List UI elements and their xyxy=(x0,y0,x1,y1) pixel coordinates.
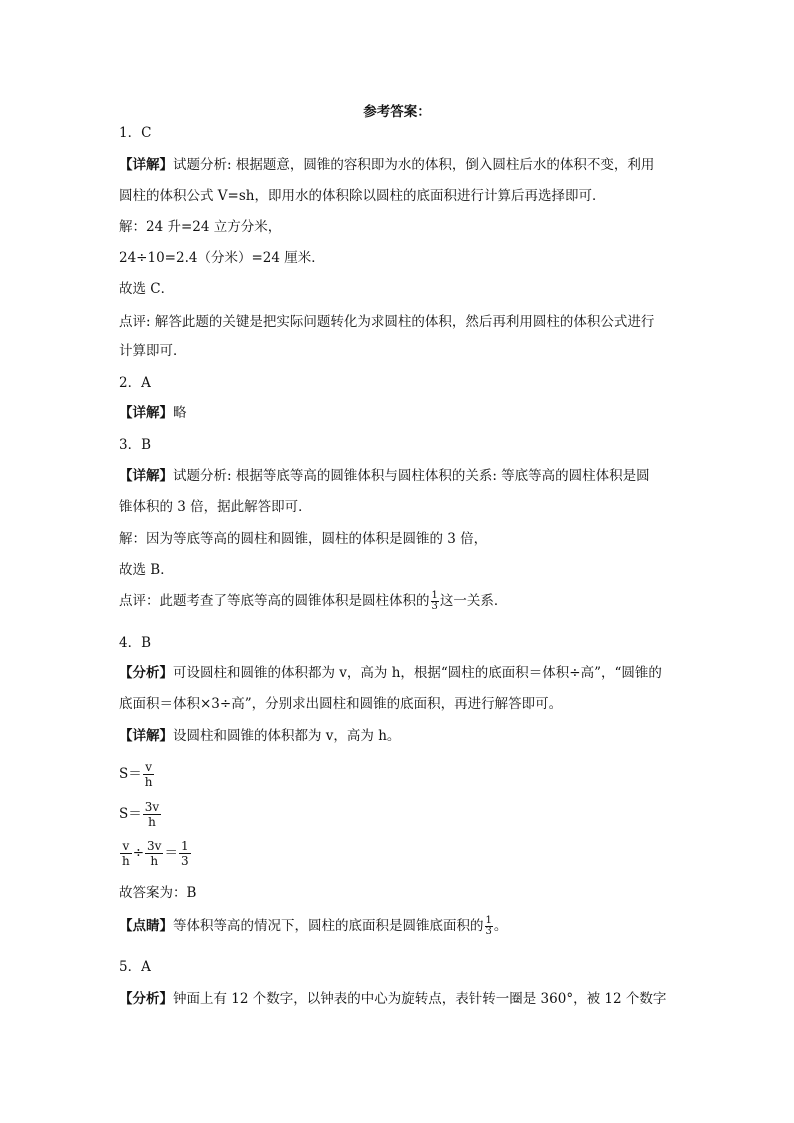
q4-eq3-a-den: h xyxy=(122,854,130,868)
q4-eq1-den: h xyxy=(144,775,153,789)
q4-equation-3 xyxy=(119,839,192,868)
q4-equation-2 xyxy=(119,800,162,829)
q4-eq1-fraction xyxy=(143,760,155,789)
q4-key-frac-den: 3 xyxy=(485,926,492,937)
q4-eq3-b-den: h xyxy=(150,854,159,868)
q1-comment-2: 计算即可． xyxy=(119,343,187,359)
q3-comment-fraction xyxy=(431,591,439,612)
q4-eq3-c-den: 3 xyxy=(180,854,189,868)
q2-detail xyxy=(119,404,187,422)
q3-comment-pre: 点评：此题考查了等底等高的圆锥体积是圆柱体积的 xyxy=(119,593,430,609)
q3-answer: 3．B xyxy=(119,437,152,453)
q4-key-fraction xyxy=(485,916,493,937)
q2-detail-label: 【详解】 xyxy=(119,405,173,421)
q4-answer: 4．B xyxy=(119,635,152,651)
q3-detail xyxy=(119,467,650,485)
q2-answer: 2．A xyxy=(119,375,151,391)
q4-analysis-label: 【分析】 xyxy=(119,665,173,681)
q4-detail-text: 设圆柱和圆锥的体积都为 v，高为 h。 xyxy=(173,728,401,744)
q4-analysis xyxy=(119,664,662,682)
q3-choose: 故选 B． xyxy=(119,562,174,578)
q4-eq2-num: 3v xyxy=(144,800,160,814)
q1-detail-cont: 圆柱的体积公式 V=sh，即用水的体积除以圆柱的底面积进行计算后再选择即可． xyxy=(119,188,606,204)
q4-equation-1 xyxy=(119,760,155,789)
q4-eq1-lhs: S＝ xyxy=(119,766,142,782)
q4-eq2-den: h xyxy=(148,815,156,829)
q4-detail-label: 【详解】 xyxy=(119,728,173,744)
q3-comment-frac-den: 3 xyxy=(431,601,438,612)
q4-eq2-lhs: S＝ xyxy=(119,806,142,822)
q4-analysis-text: 可设圆柱和圆锥的体积都为 v，高为 h，根据“圆柱的底面积＝体积÷高”，“圆锥的 xyxy=(173,665,662,681)
q1-answer: 1．C xyxy=(119,125,152,141)
q2-detail-text: 略 xyxy=(173,405,187,421)
q3-detail-label: 【详解】 xyxy=(119,468,173,484)
q4-eq3-a-num: v xyxy=(120,839,132,854)
q5-analysis xyxy=(119,990,666,1008)
q4-detail xyxy=(119,727,400,745)
q4-eq3-b-num: 3v xyxy=(147,839,162,853)
q3-detail-cont: 锥体积的 3 倍，据此解答即可． xyxy=(119,499,312,515)
q3-comment-frac-num: 1 xyxy=(431,590,438,601)
q4-key-label: 【点睛】 xyxy=(119,918,173,934)
page-title: 参考答案： xyxy=(363,104,431,120)
q1-detail-label: 【详解】 xyxy=(119,157,173,173)
q4-eq3-div: ÷ xyxy=(132,845,145,861)
q1-solution-2: 24÷10=2.4（分米）=24 厘米． xyxy=(119,250,325,266)
q4-conclusion: 故答案为：B xyxy=(119,885,197,901)
q3-comment-post: 这一关系． xyxy=(439,593,508,609)
q5-answer: 5．A xyxy=(119,959,151,975)
q5-analysis-text: 钟面上有 12 个数字，以钟表的中心为旋转点，表针转一圈是 360°，被 12 个数字 xyxy=(173,991,667,1007)
q4-key-frac-num: 1 xyxy=(485,915,492,926)
q4-analysis-cont: 底面积＝体积×3÷高”，分别求出圆柱和圆锥的底面积，再进行解答即可。 xyxy=(119,696,563,712)
q4-eq3-frac-c xyxy=(179,839,191,868)
q4-eq3-c-num: 1 xyxy=(180,839,189,853)
q1-choose: 故选 C． xyxy=(119,281,175,297)
q1-detail xyxy=(119,156,654,174)
q4-eq3-eq: ＝ xyxy=(164,845,178,861)
q1-solution-1: 解：24 升=24 立方分米， xyxy=(119,219,282,235)
q4-key-end: 。 xyxy=(493,918,508,934)
q1-detail-text: 试题分析: 根据题意，圆锥的容积即为水的体积，倒入圆柱后水的体积不变，利用 xyxy=(173,157,655,173)
q4-key-text: 等体积等高的情况下，圆柱的底面积是圆锥底面积的 xyxy=(173,918,484,934)
q4-eq1-num: v xyxy=(143,760,155,775)
q4-eq2-fraction xyxy=(143,800,161,829)
q4-key-point xyxy=(119,916,507,937)
q4-eq3-frac-b xyxy=(145,839,163,868)
q1-comment-1: 点评: 解答此题的关键是把实际问题转化为求圆柱的体积，然后再利用圆柱的体积公式进行 xyxy=(119,314,655,330)
q3-solution-1: 解：因为等底等高的圆柱和圆锥，圆柱的体积是圆锥的 3 倍， xyxy=(119,531,488,547)
q4-eq3-frac-a xyxy=(120,839,132,868)
q3-detail-text: 试题分析: 根据等底等高的圆锥体积与圆柱体积的关系: 等底等高的圆柱体积是圆 xyxy=(173,468,650,484)
q3-comment xyxy=(119,591,507,612)
q5-analysis-label: 【分析】 xyxy=(119,991,173,1007)
